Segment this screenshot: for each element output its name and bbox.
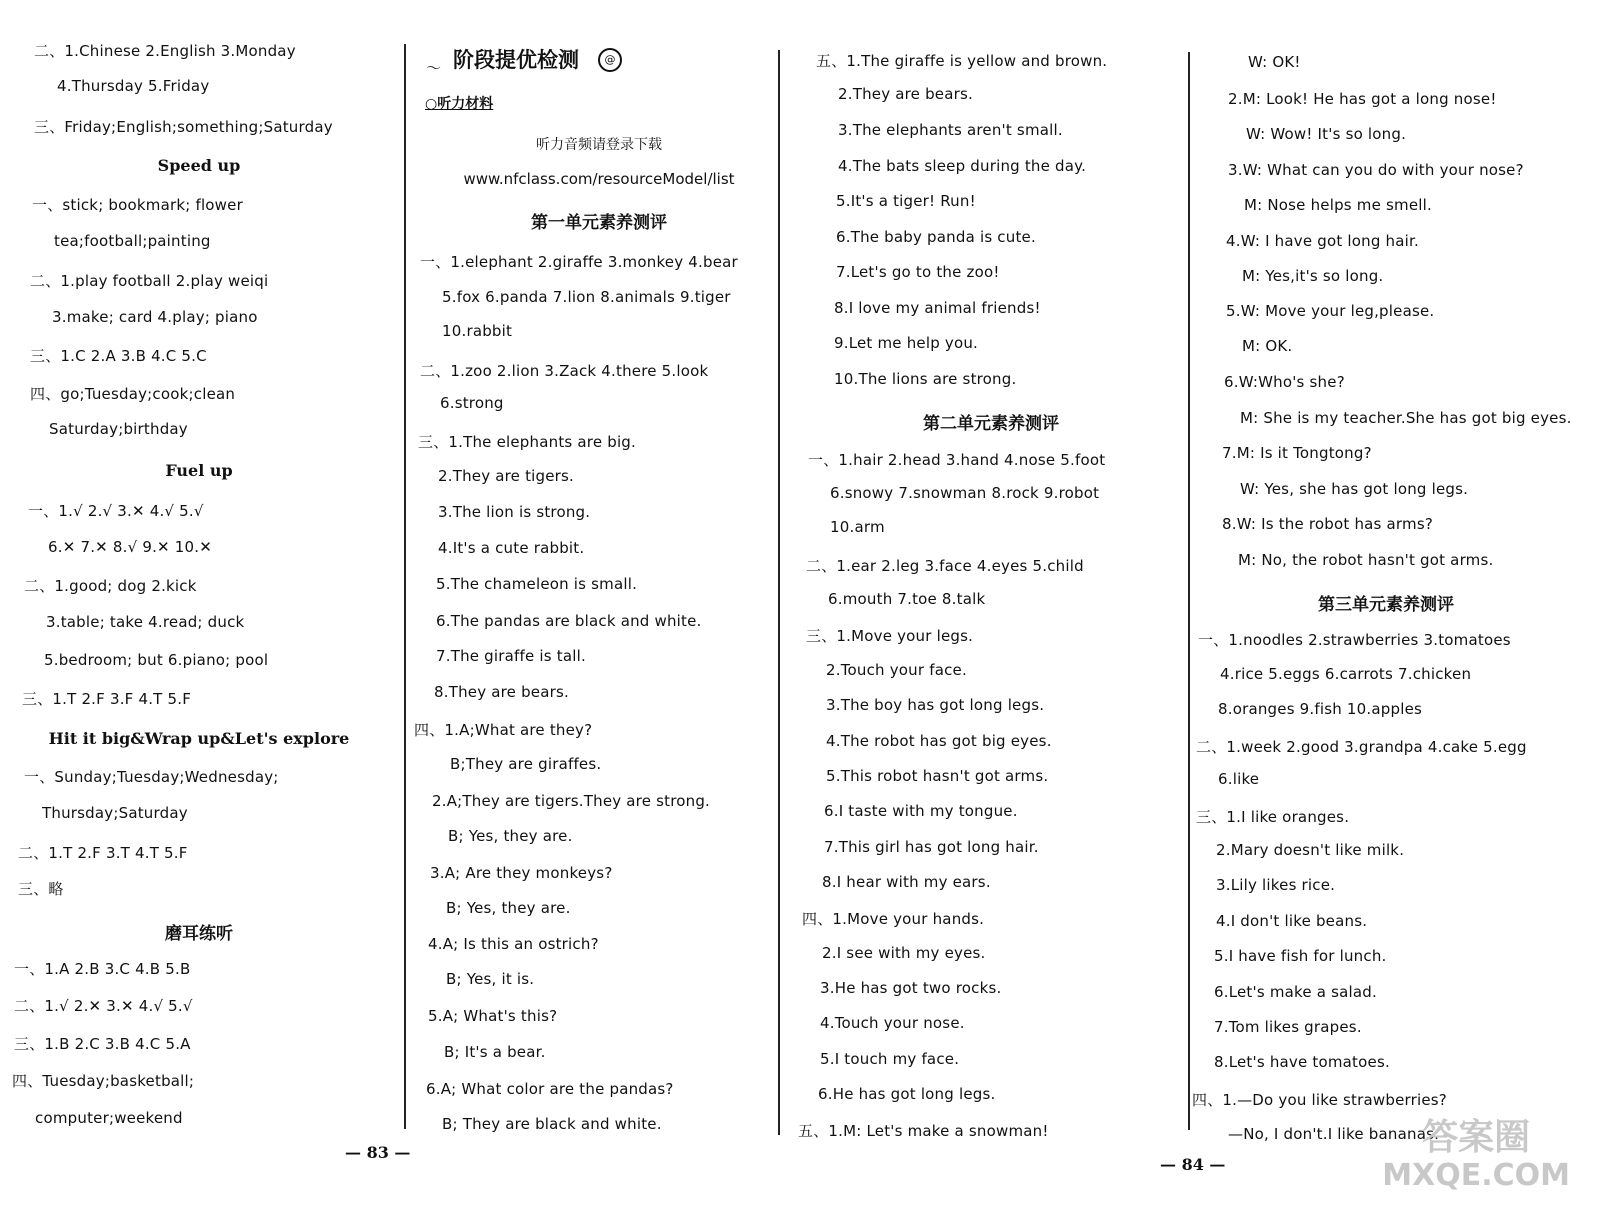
answer-line: M: She is my teacher.She has got big eyes. <box>1240 409 1572 427</box>
answer-line: 4.A; Is this an ostrich? <box>428 935 599 953</box>
section-heading: Speed up <box>157 156 241 175</box>
answer-line: W: Yes, she has got long legs. <box>1240 480 1469 498</box>
answer-line: 5.This robot hasn't got arms. <box>826 767 1049 785</box>
answer-line: 二、1.√ 2.✕ 3.✕ 4.√ 5.√ <box>14 997 193 1015</box>
answer-line: 一、1.hair 2.head 3.hand 4.nose 5.foot <box>808 451 1106 469</box>
answer-line: 三、1.The elephants are big. <box>418 433 636 451</box>
answer-line: Thursday;Saturday <box>42 804 188 822</box>
answer-line: 8.They are bears. <box>434 683 569 701</box>
answer-line: 8.oranges 9.fish 10.apples <box>1218 700 1423 718</box>
answer-line: 5.bedroom; but 6.piano; pool <box>44 651 269 669</box>
answer-line: B; Yes, it is. <box>446 970 535 988</box>
answer-line: 6.mouth 7.toe 8.talk <box>828 590 986 608</box>
answer-line: W: OK! <box>1248 53 1301 71</box>
answer-line: 4.rice 5.eggs 6.carrots 7.chicken <box>1220 665 1472 683</box>
answer-line: 一、1.A 2.B 3.C 4.B 5.B <box>14 960 191 978</box>
answer-line: 三、1.I like oranges. <box>1196 808 1350 826</box>
answer-line: 三、略 <box>18 880 64 898</box>
answer-line: tea;football;painting <box>54 232 211 250</box>
answer-line: 4.The robot has got big eyes. <box>826 732 1052 750</box>
answer-line: 二、1.week 2.good 3.grandpa 4.cake 5.egg <box>1196 738 1527 756</box>
answer-line: 一、1.elephant 2.giraffe 3.monkey 4.bear <box>420 253 738 271</box>
answer-line: 6.like <box>1218 770 1260 788</box>
answer-line: M: Nose helps me smell. <box>1244 196 1432 214</box>
answer-line: 10.The lions are strong. <box>834 370 1017 388</box>
answer-line: —No, I don't.I like bananas. <box>1228 1125 1440 1143</box>
vline-1 <box>404 44 406 1129</box>
answer-line: 6.I taste with my tongue. <box>824 802 1018 820</box>
answer-line: B; It's a bear. <box>444 1043 546 1061</box>
answer-line: 2.M: Look! He has got a long nose! <box>1228 90 1497 108</box>
answer-line: 一、Sunday;Tuesday;Wednesday; <box>24 768 279 786</box>
stage-test-title: 阶段提优检测 <box>453 48 579 72</box>
answer-line: 6.Let's make a salad. <box>1214 983 1377 1001</box>
answer-line: 四、go;Tuesday;cook;clean <box>30 385 236 403</box>
answer-line: 6.He has got long legs. <box>818 1085 996 1103</box>
answer-line: B;They are giraffes. <box>450 755 602 773</box>
answer-line: 3.The lion is strong. <box>438 503 591 521</box>
answer-line: 6.snowy 7.snowman 8.rock 9.robot <box>830 484 1100 502</box>
answer-line: 5.A; What's this? <box>428 1007 558 1025</box>
answer-line: 5.fox 6.panda 7.lion 8.animals 9.tiger <box>442 288 731 306</box>
answer-line: 4.Touch your nose. <box>820 1014 965 1032</box>
answer-line: 8.I hear with my ears. <box>822 873 991 891</box>
section-heading: 磨耳练听 <box>165 924 233 944</box>
answer-line: 5.It's a tiger! Run! <box>836 192 976 210</box>
answer-line: 2.A;They are tigers.They are strong. <box>432 792 711 810</box>
answer-line: 8.I love my animal friends! <box>834 299 1041 317</box>
answer-line: 一、1.√ 2.√ 3.✕ 4.√ 5.√ <box>28 502 204 520</box>
answer-line: 6.✕ 7.✕ 8.√ 9.✕ 10.✕ <box>48 538 213 556</box>
answer-line: 二、1.play football 2.play weiqi <box>30 272 269 290</box>
answer-line: 二、1.T 2.F 3.T 4.T 5.F <box>18 844 188 862</box>
answer-line: 4.Thursday 5.Friday <box>57 77 210 95</box>
answer-line: 5.The chameleon is small. <box>436 575 638 593</box>
answer-line: M: No, the robot hasn't got arms. <box>1238 551 1494 569</box>
answer-line: 二、1.ear 2.leg 3.face 4.eyes 5.child <box>806 557 1084 575</box>
answer-line: 6.A; What color are the pandas? <box>426 1080 674 1098</box>
answer-line: Saturday;birthday <box>49 420 188 438</box>
answer-line: 5.I touch my face. <box>820 1050 960 1068</box>
answer-line: 3.Lily likes rice. <box>1216 876 1336 894</box>
answer-line: 5.I have fish for lunch. <box>1214 947 1387 965</box>
listening-material-tag: ○听力材料 <box>425 96 494 112</box>
answer-line: 3.W: What can you do with your nose? <box>1228 161 1524 179</box>
answer-line: 4.It's a cute rabbit. <box>438 539 585 557</box>
answer-line: W: Wow! It's so long. <box>1246 125 1407 143</box>
answer-line: 9.Let me help you. <box>834 334 979 352</box>
answer-line: 3.make; card 4.play; piano <box>52 308 258 326</box>
answer-line: 四、1.A;What are they? <box>414 721 593 739</box>
answer-line: 6.W:Who's she? <box>1224 373 1345 391</box>
answer-line: 四、1.—Do you like strawberries? <box>1192 1091 1447 1109</box>
answer-line: 三、1.B 2.C 3.B 4.C 5.A <box>14 1035 191 1053</box>
download-url: www.nfclass.com/resourceModel/list <box>463 170 735 188</box>
answer-line: 3.He has got two rocks. <box>820 979 1002 997</box>
answer-line: 6.The baby panda is cute. <box>836 228 1036 246</box>
answer-line: 2.Mary doesn't like milk. <box>1216 841 1405 859</box>
answer-line: 4.The bats sleep during the day. <box>838 157 1087 175</box>
answer-line: 三、1.C 2.A 3.B 4.C 5.C <box>30 347 207 365</box>
answer-line: computer;weekend <box>35 1109 183 1127</box>
answer-line: 2.Touch your face. <box>826 661 967 679</box>
answer-line: 三、Friday;English;something;Saturday <box>34 118 333 136</box>
section-heading: 第二单元素养测评 <box>923 414 1059 434</box>
answer-line: 3.The boy has got long legs. <box>826 696 1045 714</box>
answer-line: 三、1.Move your legs. <box>806 627 974 645</box>
answer-line: 一、1.noodles 2.strawberries 3.tomatoes <box>1198 631 1511 649</box>
section-heading: Hit it big&Wrap up&Let's explore <box>48 729 350 748</box>
answer-line: 3.table; take 4.read; duck <box>46 613 245 631</box>
page-number-right: — 84 — <box>1160 1155 1226 1174</box>
face-icon: @ <box>598 48 622 72</box>
answer-line: 8.W: Is the robot has arms? <box>1222 515 1434 533</box>
watermark-line-1: 答案圈 <box>1422 1117 1531 1158</box>
answer-line: 3.A; Are they monkeys? <box>430 864 613 882</box>
answer-line: 四、1.Move your hands. <box>802 910 985 928</box>
answer-line: 4.W: I have got long hair. <box>1226 232 1419 250</box>
answer-line: 10.rabbit <box>442 322 513 340</box>
answer-line: 五、1.The giraffe is yellow and brown. <box>816 52 1108 70</box>
answer-line: 二、1.zoo 2.lion 3.Zack 4.there 5.look <box>420 362 709 380</box>
section-heading: 第三单元素养测评 <box>1318 595 1454 615</box>
watermark-line-2: MXQE.COM <box>1382 1158 1570 1193</box>
vline-3 <box>1188 52 1190 1130</box>
answer-line: M: Yes,it's so long. <box>1242 267 1384 285</box>
answer-line: 7.Let's go to the zoo! <box>836 263 1000 281</box>
answer-line: 6.The pandas are black and white. <box>436 612 702 630</box>
answer-line: 一、stick; bookmark; flower <box>32 196 243 214</box>
answer-line: 4.I don't like beans. <box>1216 912 1368 930</box>
answer-line: 三、1.T 2.F 3.F 4.T 5.F <box>22 690 192 708</box>
answer-line: B; They are black and white. <box>442 1115 662 1133</box>
answer-line: 二、1.good; dog 2.kick <box>24 577 197 595</box>
answer-line: 7.M: Is it Tongtong? <box>1222 444 1372 462</box>
answer-line: 2.I see with my eyes. <box>822 944 986 962</box>
title-decoration: ～ <box>426 59 442 77</box>
answer-line: 7.Tom likes grapes. <box>1214 1018 1362 1036</box>
answer-line: 五、1.M: Let's make a snowman! <box>798 1122 1049 1140</box>
answer-line: B; Yes, they are. <box>446 899 571 917</box>
answer-line: B; Yes, they are. <box>448 827 573 845</box>
answer-line: 5.W: Move your leg,please. <box>1226 302 1435 320</box>
answer-line: 8.Let's have tomatoes. <box>1214 1053 1390 1071</box>
page-number-left: — 83 — <box>345 1143 411 1162</box>
answer-line: 2.They are bears. <box>838 85 973 103</box>
answer-line: 7.This girl has got long hair. <box>824 838 1039 856</box>
unit-1-heading: 第一单元素养测评 <box>531 213 667 233</box>
answer-line: M: OK. <box>1242 337 1293 355</box>
answer-line: 7.The giraffe is tall. <box>436 647 586 665</box>
answer-line: 10.arm <box>830 518 885 536</box>
download-notice: 听力音频请登录下载 <box>536 137 662 153</box>
answer-line: 3.The elephants aren't small. <box>838 121 1063 139</box>
watermark <box>1382 1119 1570 1195</box>
answer-line: 二、1.Chinese 2.English 3.Monday <box>34 42 296 60</box>
answer-line: 2.They are tigers. <box>438 467 575 485</box>
section-heading: Fuel up <box>165 461 233 480</box>
answer-line: 6.strong <box>440 394 504 412</box>
answer-line: 四、Tuesday;basketball; <box>12 1072 195 1090</box>
